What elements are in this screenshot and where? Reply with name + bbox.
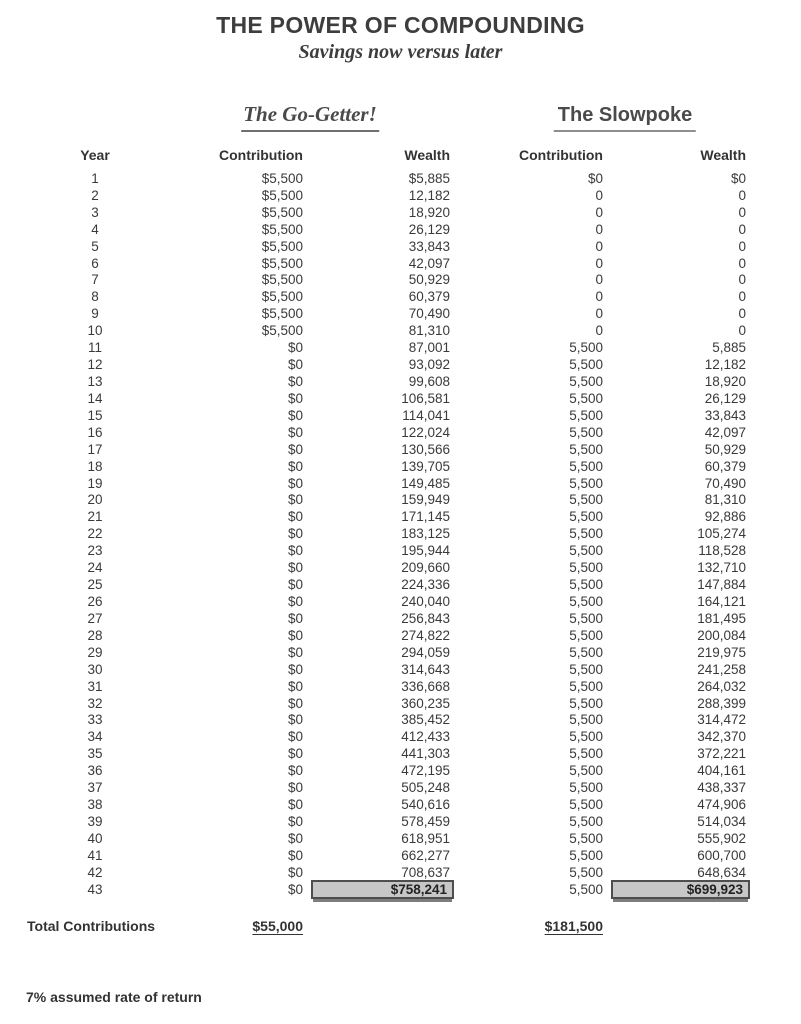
year-cell: 21 [87, 509, 103, 525]
gg-contribution-cell: $0 [287, 610, 303, 626]
sp-contribution-cell: 0 [595, 204, 603, 220]
table-row [27, 272, 746, 289]
compounding-table [27, 170, 746, 899]
table-row [27, 830, 746, 847]
table-row [27, 339, 746, 356]
page-subtitle: Savings now versus later [298, 41, 503, 63]
gg-wealth-cell: 385,452 [401, 712, 450, 728]
column-header-gg-contribution: Contribution [219, 147, 303, 163]
total-contributions-slowpoke: $181,500 [544, 918, 603, 934]
sp-wealth-cell: 18,920 [704, 374, 746, 390]
sp-wealth-cell: 219,975 [697, 644, 746, 660]
year-cell: 36 [87, 763, 103, 779]
sp-contribution-cell: 5,500 [569, 526, 603, 542]
gg-wealth-cell: 81,310 [408, 323, 450, 339]
sp-contribution-cell: 5,500 [569, 509, 603, 525]
table-row [27, 356, 746, 373]
gg-wealth-cell: 224,336 [401, 577, 450, 593]
gg-contribution-cell: $0 [287, 407, 303, 423]
sp-wealth-cell: 164,121 [697, 594, 746, 609]
sp-wealth-cell: 33,843 [704, 407, 746, 423]
gg-wealth-cell: 139,705 [401, 458, 450, 474]
sp-wealth-cell: 0 [738, 221, 746, 237]
gg-contribution-cell: $0 [287, 882, 303, 898]
table-row [27, 745, 746, 762]
sp-wealth-cell: 514,034 [697, 813, 746, 829]
year-cell: 2 [91, 187, 99, 203]
sp-wealth-cell: 26,129 [704, 390, 746, 406]
table-row [27, 728, 746, 745]
sp-wealth-cell: 81,310 [704, 492, 746, 508]
gg-wealth-cell: 183,125 [401, 526, 450, 542]
table-row [27, 678, 746, 695]
table-row [27, 661, 746, 678]
gg-wealth-cell: 336,668 [401, 678, 450, 694]
sp-wealth-cell: 0 [738, 306, 746, 322]
gg-wealth-cell: 578,459 [401, 813, 450, 829]
sp-contribution-cell: 5,500 [569, 695, 603, 711]
gg-wealth-cell: 256,843 [401, 610, 450, 626]
sp-wealth-cell: 60,379 [704, 458, 746, 474]
gg-wealth-cell: 87,001 [408, 340, 450, 356]
year-cell: 32 [87, 695, 103, 711]
gg-contribution-cell: $0 [287, 441, 303, 457]
gg-wealth-cell: 618,951 [401, 830, 450, 846]
gg-contribution-cell: $0 [287, 746, 303, 762]
total-contributions-go-getter: $55,000 [252, 918, 303, 934]
sp-wealth-cell: 0 [738, 323, 746, 339]
gg-wealth-cell: 93,092 [408, 357, 450, 373]
table-row [27, 170, 746, 187]
sp-contribution-cell: 5,500 [569, 424, 603, 440]
gg-contribution-cell: $0 [287, 526, 303, 542]
gg-contribution-cell: $5,500 [261, 204, 303, 220]
gg-contribution-cell: $0 [287, 830, 303, 846]
year-cell: 35 [87, 746, 103, 762]
sp-contribution-cell: 5,500 [569, 560, 603, 576]
sp-wealth-cell: 600,700 [697, 847, 746, 863]
gg-contribution-cell: $0 [287, 695, 303, 711]
gg-contribution-cell: $0 [287, 847, 303, 863]
year-cell: 5 [91, 238, 99, 254]
table-row [27, 712, 746, 729]
table-row [27, 187, 746, 204]
sp-wealth-cell: 0 [738, 272, 746, 288]
sp-contribution-cell: 5,500 [569, 458, 603, 474]
gg-wealth-cell [303, 881, 450, 899]
sp-contribution-cell: 5,500 [569, 543, 603, 559]
gg-wealth-cell: 505,248 [401, 780, 450, 796]
sp-contribution-cell: 5,500 [569, 746, 603, 762]
gg-wealth-cell: 360,235 [401, 695, 450, 711]
gg-wealth-cell: 441,303 [401, 746, 450, 762]
table-row [27, 305, 746, 322]
gg-contribution-cell: $5,500 [261, 255, 303, 271]
gg-contribution-cell: $5,500 [261, 289, 303, 305]
year-cell: 16 [87, 424, 103, 440]
gg-contribution-cell: $0 [287, 729, 303, 745]
gg-contribution-cell: $0 [287, 678, 303, 694]
gg-contribution-cell: $0 [287, 864, 303, 880]
gg-wealth-cell: 130,566 [401, 441, 450, 457]
sp-wealth-cell: 0 [738, 204, 746, 220]
sp-wealth-cell: 648,634 [697, 864, 746, 880]
year-cell: 24 [87, 560, 103, 576]
sp-wealth-cell: $0 [730, 170, 746, 186]
gg-wealth-cell: 540,616 [401, 797, 450, 813]
sp-contribution-cell: 5,500 [569, 475, 603, 491]
gg-wealth-cell: 42,097 [408, 255, 450, 271]
year-cell: 33 [87, 712, 103, 728]
gg-contribution-cell: $0 [287, 458, 303, 474]
sp-wealth-cell: 12,182 [704, 357, 746, 373]
group-title-go-getter: The Go-Getter! [241, 102, 379, 132]
gg-contribution-cell: $0 [287, 644, 303, 660]
gg-contribution-cell: $5,500 [261, 238, 303, 254]
gg-wealth-cell: 33,843 [408, 238, 450, 254]
sp-contribution-cell: 0 [595, 187, 603, 203]
sp-contribution-cell: 5,500 [569, 882, 603, 898]
sp-contribution-cell: 5,500 [569, 797, 603, 813]
sp-contribution-cell: 5,500 [569, 441, 603, 457]
sp-wealth-cell: 0 [738, 238, 746, 254]
year-cell: 15 [87, 407, 103, 423]
gg-contribution-cell: $0 [287, 424, 303, 440]
table-body [27, 170, 746, 899]
sp-wealth-cell: 118,528 [698, 543, 746, 559]
table-row [27, 492, 746, 509]
sp-wealth-cell: 241,258 [697, 661, 746, 677]
sp-wealth-cell: 0 [738, 289, 746, 305]
sp-wealth-cell: 474,906 [697, 797, 746, 813]
gg-wealth-cell: 26,129 [408, 221, 450, 237]
table-row [27, 695, 746, 712]
column-header-sp-wealth: Wealth [700, 147, 746, 163]
gg-wealth-cell: 60,379 [408, 289, 450, 305]
gg-contribution-cell: $0 [287, 594, 303, 609]
column-header-gg-wealth: Wealth [404, 147, 450, 163]
table-row [27, 322, 746, 339]
gg-contribution-cell: $0 [287, 813, 303, 829]
year-cell: 22 [87, 526, 103, 542]
gg-wealth-cell: 314,643 [401, 661, 450, 677]
gg-wealth-cell: 412,433 [401, 729, 450, 745]
sp-contribution-cell: 0 [595, 272, 603, 288]
table-row [27, 847, 746, 864]
sp-contribution-cell: 5,500 [569, 610, 603, 626]
year-cell: 17 [87, 441, 103, 457]
gg-wealth-cell: 159,949 [401, 492, 450, 508]
gg-contribution-cell: $0 [287, 475, 303, 491]
year-cell: 40 [87, 830, 103, 846]
sp-contribution-cell: 5,500 [569, 340, 603, 356]
table-row [27, 373, 746, 390]
year-cell: 13 [87, 374, 103, 390]
final-wealth-box: $758,241 [311, 880, 454, 899]
gg-contribution-cell: $0 [287, 797, 303, 813]
sp-contribution-cell: 0 [595, 238, 603, 254]
sp-contribution-cell: 5,500 [569, 374, 603, 390]
year-cell: 41 [87, 847, 103, 863]
gg-contribution-cell: $0 [287, 763, 303, 779]
year-cell: 23 [87, 543, 103, 559]
sp-contribution-cell: 5,500 [569, 864, 603, 880]
sp-contribution-cell: 0 [595, 323, 603, 339]
sp-wealth-cell: 105,274 [697, 526, 746, 542]
totals-row [27, 918, 746, 934]
year-cell: 20 [87, 492, 103, 508]
sp-wealth-cell: 132,710 [697, 560, 746, 576]
rate-of-return-note: 7% assumed rate of return [26, 989, 202, 1005]
sp-contribution-cell: 5,500 [569, 661, 603, 677]
year-cell: 19 [87, 475, 103, 491]
year-cell: 28 [87, 627, 103, 643]
year-cell: 27 [87, 610, 103, 626]
gg-wealth-cell: 18,920 [408, 204, 450, 220]
year-cell: 10 [87, 323, 103, 339]
gg-wealth-cell: 70,490 [408, 306, 450, 322]
table-row [27, 255, 746, 272]
table-row [27, 542, 746, 559]
sp-wealth-cell: 92,886 [704, 509, 746, 525]
gg-wealth-cell: 294,059 [401, 644, 450, 660]
sp-wealth-cell: 314,472 [697, 712, 746, 728]
gg-contribution-cell: $0 [287, 340, 303, 356]
table-row [27, 407, 746, 424]
gg-wealth-cell: 114,041 [402, 407, 450, 423]
table-row [27, 204, 746, 221]
gg-contribution-cell: $0 [287, 577, 303, 593]
sp-contribution-cell: 5,500 [569, 357, 603, 373]
sp-wealth-cell: 147,884 [697, 577, 746, 593]
gg-wealth-cell: 171,145 [401, 509, 450, 525]
gg-wealth-cell: 122,024 [401, 424, 450, 440]
table-row [27, 610, 746, 627]
sp-contribution-cell: 0 [595, 221, 603, 237]
table-row [27, 593, 746, 610]
sp-contribution-cell: 5,500 [569, 407, 603, 423]
sp-wealth-cell: 181,495 [697, 610, 746, 626]
page-title: THE POWER OF COMPOUNDING [216, 12, 585, 38]
sp-contribution-cell: 5,500 [569, 577, 603, 593]
gg-contribution-cell: $0 [287, 560, 303, 576]
year-cell: 3 [91, 204, 99, 220]
sp-contribution-cell: 5,500 [569, 627, 603, 643]
sp-contribution-cell: 5,500 [569, 830, 603, 846]
year-cell: 7 [91, 272, 99, 288]
table-row [27, 238, 746, 255]
gg-contribution-cell: $5,500 [261, 221, 303, 237]
sp-contribution-cell: 5,500 [569, 780, 603, 796]
year-cell: 29 [87, 644, 103, 660]
table-row [27, 458, 746, 475]
table-row [27, 796, 746, 813]
gg-contribution-cell: $0 [287, 390, 303, 406]
gg-wealth-cell: $5,885 [408, 170, 450, 186]
gg-wealth-cell: 149,485 [401, 475, 450, 491]
year-cell: 1 [91, 170, 99, 186]
year-cell: 42 [87, 864, 103, 880]
table-row [27, 390, 746, 407]
sp-wealth-cell: 5,885 [712, 340, 746, 356]
year-cell: 25 [87, 577, 103, 593]
sp-wealth-cell [603, 881, 746, 899]
year-cell: 31 [87, 678, 103, 694]
gg-wealth-cell: 50,929 [408, 272, 450, 288]
year-cell: 11 [87, 340, 102, 356]
table-row [27, 221, 746, 238]
gg-contribution-cell: $0 [287, 661, 303, 677]
gg-contribution-cell: $5,500 [261, 272, 303, 288]
year-cell: 6 [91, 255, 99, 271]
table-row [27, 762, 746, 779]
table-row [27, 881, 746, 899]
table-row [27, 627, 746, 644]
year-cell: 26 [87, 594, 103, 609]
column-header-year: Year [80, 147, 110, 163]
sp-contribution-cell: 5,500 [569, 678, 603, 694]
sp-contribution-cell: 5,500 [569, 594, 603, 609]
gg-wealth-cell: 708,637 [401, 864, 450, 880]
year-cell: 8 [91, 289, 99, 305]
gg-contribution-cell: $5,500 [261, 170, 303, 186]
year-cell: 34 [87, 729, 103, 745]
year-cell: 38 [87, 797, 103, 813]
table-row [27, 813, 746, 830]
year-cell: 30 [87, 661, 103, 677]
sp-contribution-cell: 5,500 [569, 729, 603, 745]
gg-wealth-cell: 472,195 [401, 763, 450, 779]
sp-wealth-cell: 0 [738, 255, 746, 271]
year-cell: 12 [87, 357, 103, 373]
totals-label: Total Contributions [27, 918, 156, 934]
gg-wealth-cell: 662,277 [401, 847, 450, 863]
sp-wealth-cell: 288,399 [697, 695, 746, 711]
year-cell: 14 [87, 390, 103, 406]
year-cell: 37 [87, 780, 103, 796]
final-wealth-box: $699,923 [611, 880, 750, 899]
table-row [27, 508, 746, 525]
sp-contribution-cell: 5,500 [569, 712, 603, 728]
table-row [27, 779, 746, 796]
gg-wealth-cell: 195,944 [401, 543, 450, 559]
sp-contribution-cell: 5,500 [569, 763, 603, 779]
gg-wealth-cell: 12,182 [408, 187, 450, 203]
sp-contribution-cell: 5,500 [569, 813, 603, 829]
sp-contribution-cell: 0 [595, 306, 603, 322]
table-row [27, 644, 746, 661]
table-row [27, 864, 746, 881]
year-cell: 18 [87, 458, 103, 474]
sp-wealth-cell: 404,161 [697, 763, 746, 779]
sp-wealth-cell: 50,929 [704, 441, 746, 457]
sp-contribution-cell: 5,500 [569, 390, 603, 406]
year-cell: 9 [91, 306, 99, 322]
sp-wealth-cell: 70,490 [704, 475, 746, 491]
year-cell: 39 [87, 813, 103, 829]
sp-wealth-cell: 372,221 [697, 746, 746, 762]
gg-contribution-cell: $0 [287, 712, 303, 728]
sp-contribution-cell: $0 [587, 170, 603, 186]
gg-wealth-cell: 209,660 [401, 560, 450, 576]
sp-contribution-cell: 0 [595, 289, 603, 305]
gg-wealth-cell: 274,822 [401, 627, 450, 643]
gg-wealth-cell: 106,581 [401, 390, 450, 406]
sp-contribution-cell: 5,500 [569, 847, 603, 863]
gg-contribution-cell: $0 [287, 374, 303, 390]
year-cell: 43 [87, 882, 103, 898]
table-row [27, 441, 746, 458]
sp-wealth-cell: 42,097 [704, 424, 746, 440]
column-header-row [27, 147, 746, 163]
gg-wealth-cell: 99,608 [408, 374, 450, 390]
gg-contribution-cell: $5,500 [261, 306, 303, 322]
gg-contribution-cell: $0 [287, 780, 303, 796]
sp-wealth-cell: 555,902 [697, 830, 746, 846]
gg-contribution-cell: $0 [287, 357, 303, 373]
gg-contribution-cell: $5,500 [261, 323, 303, 339]
table-row [27, 559, 746, 576]
gg-wealth-cell: 240,040 [401, 594, 450, 609]
sp-wealth-cell: 200,084 [697, 627, 746, 643]
group-title-slowpoke: The Slowpoke [554, 104, 696, 132]
gg-contribution-cell: $0 [287, 509, 303, 525]
table-row [27, 288, 746, 305]
sp-wealth-cell: 264,032 [697, 678, 746, 694]
table-row [27, 576, 746, 593]
year-cell: 4 [91, 221, 99, 237]
sp-wealth-cell: 342,370 [697, 729, 746, 745]
table-row [27, 424, 746, 441]
sp-contribution-cell: 0 [595, 255, 603, 271]
sp-wealth-cell: 438,337 [697, 780, 746, 796]
gg-contribution-cell: $0 [287, 543, 303, 559]
column-header-sp-contribution: Contribution [519, 147, 603, 163]
gg-contribution-cell: $0 [287, 492, 303, 508]
sp-contribution-cell: 5,500 [569, 644, 603, 660]
sp-wealth-cell: 0 [738, 187, 746, 203]
gg-contribution-cell: $0 [287, 627, 303, 643]
table-row [27, 475, 746, 492]
table-row [27, 525, 746, 542]
sp-contribution-cell: 5,500 [569, 492, 603, 508]
gg-contribution-cell: $5,500 [261, 187, 303, 203]
